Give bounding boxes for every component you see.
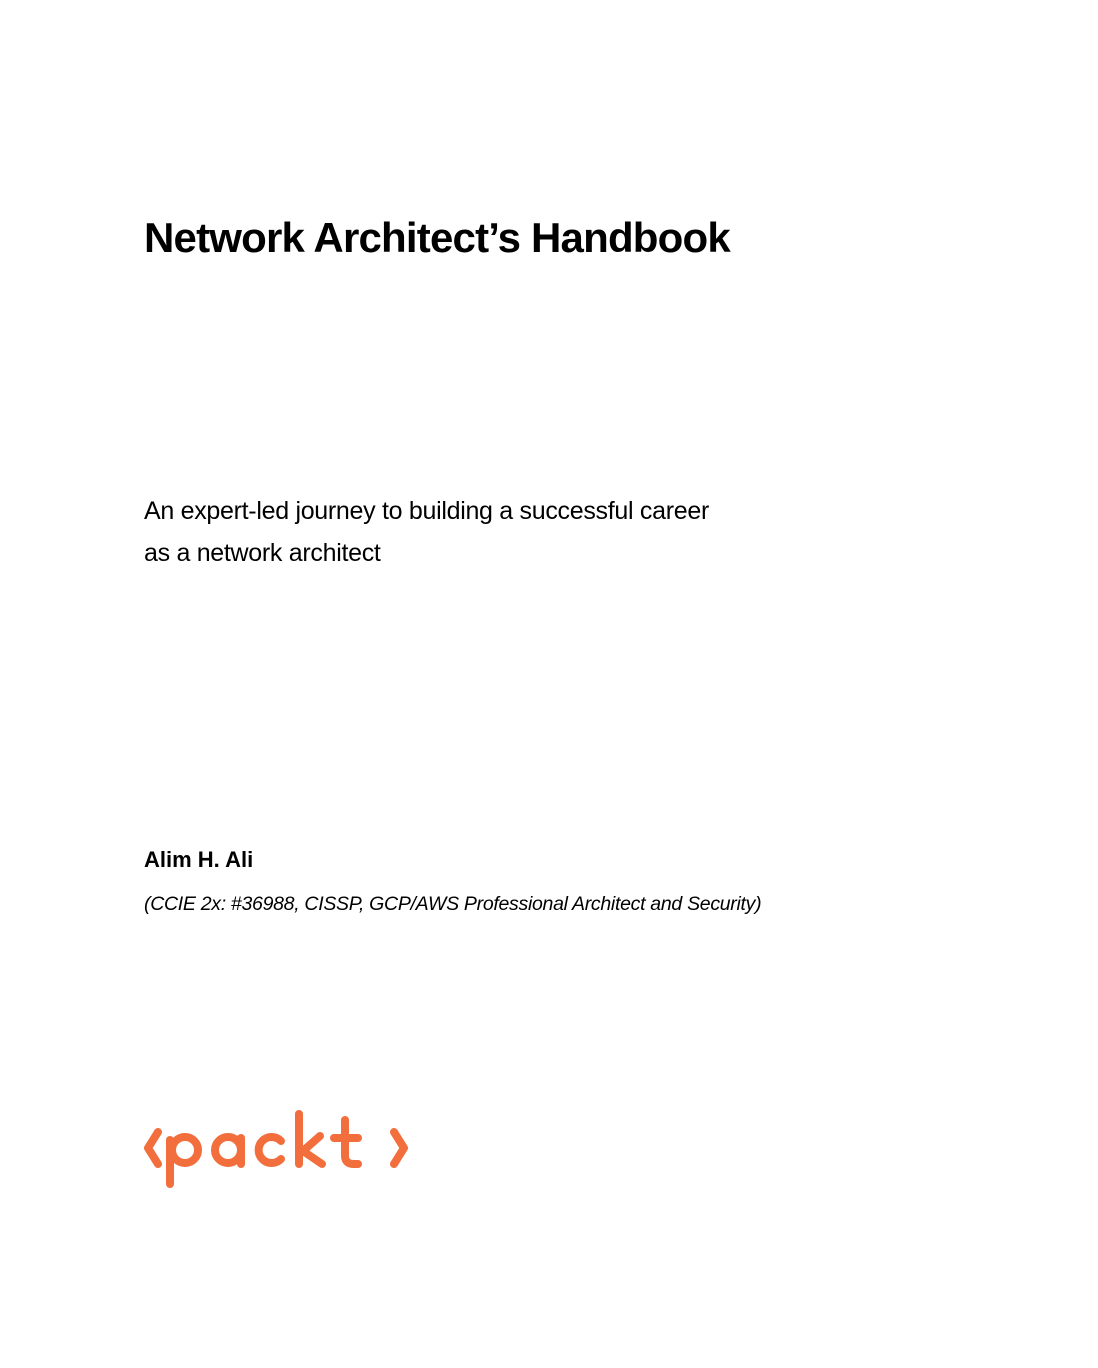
book-subtitle — [144, 490, 844, 574]
subtitle-line: An expert-led journey to building a successful career — [144, 497, 709, 525]
author-name: Alim H. Ali — [144, 847, 254, 872]
packt-logo — [144, 1108, 416, 1192]
book-title: Network Architect’s Handbook — [144, 214, 730, 261]
subtitle-line: as a network architect — [144, 539, 381, 567]
author-credentials: (CCIE 2x: #36988, CISSP, GCP/AWS Professional Architect and Security) — [144, 893, 762, 915]
packt-logo-mark — [148, 1114, 404, 1184]
